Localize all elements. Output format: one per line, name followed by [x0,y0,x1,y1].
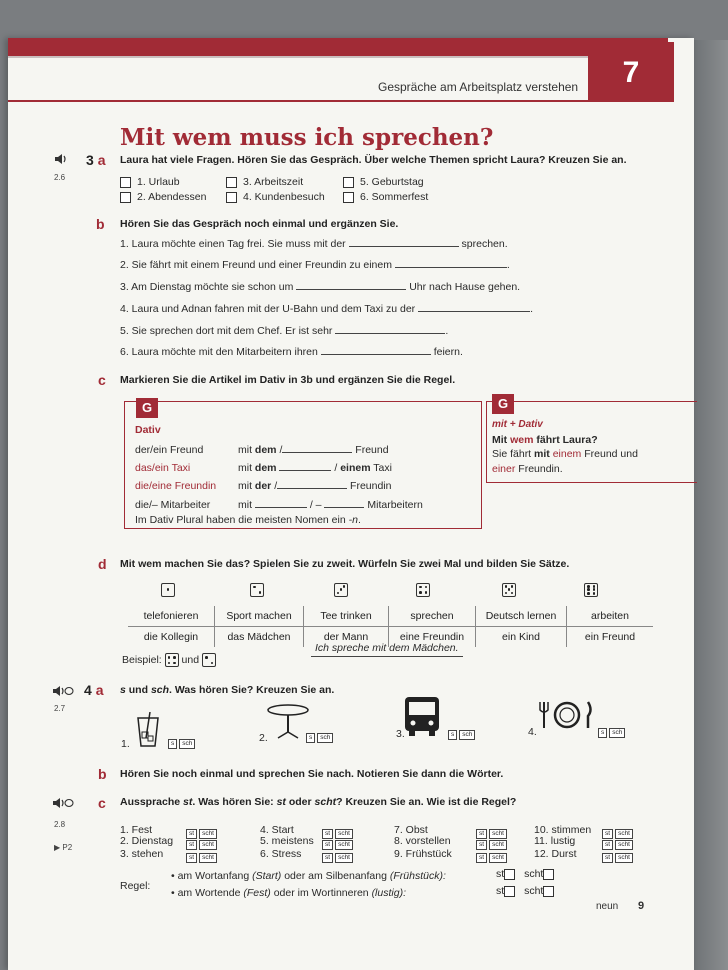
choice-st: st [496,868,505,880]
dativ-article: der/ein Freund [135,444,204,456]
checkbox[interactable] [343,192,354,203]
task-instruction [120,796,516,808]
sentence-text: . [445,325,449,337]
box-scht[interactable]: scht [335,840,353,850]
word-item: 12. Durst [534,848,577,860]
die-five-icon [502,581,516,599]
page-word: neun [596,901,619,912]
sentence-text: feiern. [433,346,463,358]
example-label [122,653,216,667]
note-ending: -n [348,514,358,526]
answer-boxes [304,729,333,747]
dativ-article: das/ein Taxi [135,462,191,474]
table-cell: eine Freundin [389,627,476,648]
picture-number: 3. [396,728,405,740]
audio-icon[interactable] [52,684,74,702]
audio-icon[interactable] [54,152,68,170]
mit-dativ-answer [492,448,638,460]
box-st[interactable]: st [186,840,197,850]
box-sch[interactable]: sch [609,728,625,738]
box-st[interactable]: st [186,829,197,839]
instruction-sound: sch [150,684,170,696]
task-instruction: Mit wem machen Sie das? Spielen Sie zu zweit. Würfeln Sie zwei Mal und bilden Sie Sätze. [120,558,570,570]
label-text: und [181,653,200,666]
die-one-icon [161,581,175,599]
task-letter: a [97,152,106,168]
rule-text: oder am Silbenanfang [284,870,387,882]
rule-label: Regel: [120,880,151,892]
table-cell: die Kollegin [128,627,215,648]
box-st[interactable]: st [322,840,333,850]
answer-text: Freund und [584,448,638,460]
rule-1: • am Wortanfang (Start) oder am Silbenanfang (Frühstück): [171,870,446,882]
box-s[interactable]: s [598,728,607,738]
header-band-shadow [8,56,668,58]
checkbox[interactable] [226,192,237,203]
gap-sentence-6 [120,346,463,358]
checkbox[interactable] [343,177,354,188]
plural-note [135,514,361,526]
play-icon: ▶ [54,843,61,852]
answer-blank[interactable] [255,507,307,508]
answer-bold: mit [534,448,550,460]
instruction-text: oder [288,796,312,808]
instruction-text: . Was hören Sie: [192,796,274,808]
task-instruction: Hören Sie noch einmal und sprechen Sie nach. Notieren Sie dann die Wörter. [120,768,504,780]
box-scht[interactable]: scht [199,840,217,850]
option-label: 3. Arbeitszeit [243,176,304,188]
option-sommerfest[interactable] [343,191,428,203]
picture-number: 2. [259,732,268,744]
answer-highlight: einem [552,448,582,460]
mit-word: mit [238,462,252,474]
task-letter: b [96,216,105,232]
rule-text: oder im Wortinneren [273,887,369,899]
die-four-icon [165,653,179,667]
slash: / [334,462,338,474]
option-label: 6. Sommerfest [360,191,429,203]
table-cell: Sport machen [215,606,304,627]
note-text: . [357,514,361,526]
answer-boxes [596,724,625,742]
answer-blank[interactable] [349,246,459,247]
noun: Mitarbeitern [367,499,423,511]
dativ-article-bold: dem [254,462,277,474]
task-letter: c [98,795,106,811]
sentence-text: Uhr nach Hause gehen. [409,281,521,293]
word-item: 9. Frühstück [394,848,452,860]
choice-st: st [496,885,505,897]
track-number: 2.6 [54,173,66,182]
header-band [8,38,668,56]
box-st[interactable]: st [602,840,613,850]
sentence-text: 3. Am Dienstag möchte sie schon um [120,281,294,293]
box-scht[interactable]: scht [199,829,217,839]
box-st[interactable]: st [322,829,333,839]
table-cell: ein Freund [584,631,636,643]
word-item: 8. vorstellen [394,835,451,847]
dice-table [128,606,653,647]
grammar-badge: G [492,394,514,414]
box-sch[interactable]: sch [459,730,475,740]
box-st[interactable]: st [186,853,197,863]
mit-dativ-answer-2 [492,463,563,475]
mit-word: mit [238,499,252,511]
mit-word: mit [238,444,252,456]
mit-dativ-title: mit + Dativ [492,419,543,430]
answer-boxes [184,849,217,867]
word-item: 1. Fest [120,824,153,836]
option-kundenbesuch[interactable] [226,191,325,203]
sentence-text: . [506,259,510,271]
rule-example: (Fest) [243,887,271,899]
question-text: fährt Laura? [536,434,598,446]
sentence-text: 2. Sie fährt mit einem Freund und einer Freundin zu einem [120,259,392,271]
task-number [86,152,105,168]
box-sch[interactable]: sch [317,733,333,743]
table-cell: Tee trinken [304,606,389,627]
die-two-icon [202,653,216,667]
word-item: 10. stimmen [534,824,592,836]
note-text: Im Dativ Plural haben die meisten Nomen ein [135,514,346,526]
checkbox[interactable] [120,192,131,203]
option-label: 4. Kundenbesuch [243,191,325,203]
gap-sentence-5 [120,325,448,337]
slash: / [274,480,278,492]
table-cell: sprechen [389,606,476,627]
answer-blank[interactable] [418,311,530,312]
sentence-text: 6. Laura möchte mit den Mitarbeitern ihren [120,346,318,358]
book-edge [694,40,728,970]
instruction-text: Aussprache [120,796,181,808]
box-st[interactable]: st [322,853,333,863]
grammar-badge: G [136,398,158,418]
dativ-article: die/eine Freundin [135,480,217,492]
word-item: 2. Dienstag [120,835,174,847]
answer-boxes [446,726,475,744]
track-number: 2.7 [54,704,66,713]
dativ-article-bold: der [254,480,272,492]
task-instruction: Laura hat viele Fragen. Hören Sie das Gespräch. Über welche Themen spricht Laura? Kreuzen Sie an. [120,154,627,166]
box-scht[interactable]: scht [335,853,353,863]
answer-boxes [600,849,633,867]
checkbox[interactable] [543,869,554,880]
table-cell: das Mädchen [215,627,304,648]
option-abendessen[interactable] [120,191,206,203]
task-instruction [120,684,334,696]
box-s[interactable]: s [448,730,457,740]
box-st[interactable]: st [602,829,613,839]
checkbox[interactable] [504,869,515,880]
page-number: 9 [638,900,645,912]
instruction-text: . Was hören Sie? Kreuzen Sie an. [169,684,335,696]
instruction-text: ? Kreuzen Sie an. Wie ist die Regel? [336,796,517,808]
noun: Taxi [373,462,392,474]
task-number-digit: 3 [86,152,94,168]
p-label-text: P2 [62,843,73,852]
die-four-icon [416,581,430,599]
activity-row [128,606,653,627]
dativ-article-bold: dem [254,444,277,456]
picture-number: 1. [121,738,130,750]
answer-blank[interactable] [277,488,347,489]
task-letter: b [98,766,107,782]
answer-boxes [166,735,195,753]
mit-dativ-question [492,434,598,446]
workbook-page [8,38,694,970]
table-cell: der Mann [304,627,389,648]
gap-sentence-2 [120,259,510,271]
task-letter: a [95,682,104,698]
answer-blank[interactable] [324,507,364,508]
box-sch[interactable]: sch [179,739,195,749]
slash: / – [309,499,322,511]
checkbox[interactable] [226,177,237,188]
answer-blank[interactable] [279,470,331,471]
instruction-sound: scht [314,796,337,808]
question-word: wem [510,434,534,446]
dativ-form [238,462,392,474]
track-number: 2.8 [54,820,66,829]
label-text: Beispiel: [122,653,162,666]
box-s[interactable]: s [168,739,177,749]
table-cell: telefonieren [128,606,215,627]
table-cell: Deutsch lernen [476,606,567,627]
checkbox[interactable] [543,886,554,897]
box-scht[interactable]: scht [615,853,633,863]
task-letter: c [98,372,106,388]
rule-2-choices [496,885,560,897]
section-title: Gespräche am Arbeitsplatz verstehen [378,80,579,94]
answer-highlight: einer [492,463,516,475]
question-text: Mit [492,434,508,446]
answer-boxes [474,849,507,867]
box-scht[interactable]: scht [489,853,507,863]
sentence-text: . [530,303,534,315]
rule-text: am Wortanfang [177,870,250,882]
checkbox[interactable] [120,177,131,188]
instruction-sound: s [120,684,126,696]
choice-scht: scht [524,868,544,880]
picture-number: 4. [528,726,537,738]
gap-sentence-3 [120,281,520,293]
option-label: 1. Urlaub [137,176,180,188]
task-instruction: Markieren Sie die Artikel im Dativ in 3b und ergänzen Sie die Regel. [120,374,456,386]
noun: Freund [355,444,389,456]
noun: Freundin [350,480,392,492]
sentence-text: 1. Laura möchte einen Tag frei. Sie muss mit der [120,238,346,250]
answer-blank[interactable] [395,267,507,268]
example-speech-bubble: Ich spreche mit dem Mädchen. [311,642,463,657]
dativ-form [238,444,389,456]
word-item: 4. Start [260,824,294,836]
rule-text: am Wortende [177,887,241,899]
answer-blank[interactable] [321,354,431,355]
die-three-icon [334,581,348,599]
box-scht[interactable]: scht [199,853,217,863]
box-st[interactable]: st [476,853,487,863]
checkbox[interactable] [504,886,515,897]
option-arbeitszeit[interactable] [226,176,303,188]
box-scht[interactable]: scht [489,829,507,839]
rule-1-choices [496,868,560,880]
sentence-text: 4. Laura und Adnan fahren mit der U-Bahn und dem Taxi zu der [120,303,416,315]
dativ-article-bold: einem [340,462,371,474]
instruction-sound: st [183,796,193,808]
glass-icon [132,712,164,753]
answer-blank[interactable] [296,289,406,290]
p-label [54,843,72,852]
answer-text: Sie fährt [492,448,532,460]
rule-example: (Start) [252,870,282,882]
box-st[interactable]: st [476,829,487,839]
gap-sentence-4 [120,303,533,315]
sentence-text: 5. Sie sprechen dort mit dem Chef. Er ist sehr [120,325,333,337]
rule-2: • am Wortende (Fest) oder im Wortinneren (lustig): [171,887,406,899]
dativ-form [238,499,423,511]
answer-blank[interactable] [282,452,352,453]
word-item: 7. Obst [394,824,428,836]
option-label: 5. Geburtstag [360,176,424,188]
table-cell: ein Kind [476,627,567,648]
rule-example: (Frühstück): [389,870,446,882]
word-item: 6. Stress [260,848,302,860]
choice-scht: scht [524,885,544,897]
box-scht[interactable]: scht [615,829,633,839]
task-number-digit: 4 [84,682,92,698]
dativ-form [238,480,391,492]
instruction-sound: st [276,796,286,808]
die-two-icon [250,581,264,599]
box-s[interactable]: s [306,733,315,743]
mit-word: mit [238,480,252,492]
word-item: 3. stehen [120,848,164,860]
task-instruction: Hören Sie das Gespräch noch einmal und ergänzen Sie. [120,218,399,230]
header-rule [8,100,588,102]
answer-text: Freundin. [518,463,563,475]
option-geburtstag[interactable] [343,176,424,188]
option-urlaub[interactable] [120,176,180,188]
chapter-number-badge: 7 [588,42,674,102]
page-title: Mit wem muss ich sprechen? [120,124,494,151]
word-item: 5. meistens [260,835,314,847]
die-six-icon [584,581,598,599]
answer-blank[interactable] [335,333,445,334]
word-item: 11. lustig [534,835,576,847]
box-scht[interactable]: scht [615,840,633,850]
box-scht[interactable]: scht [335,829,353,839]
answer-boxes [320,849,353,867]
bus-icon [402,695,442,742]
gap-sentence-1 [120,238,508,250]
option-label: 2. Abendessen [137,191,207,203]
instruction-text: und [128,684,149,696]
sentence-text: sprechen. [461,238,508,250]
rule-example: (lustig): [371,887,406,899]
plate-cutlery-icon [538,700,598,735]
task-letter: d [98,556,107,572]
box-st[interactable]: st [602,853,613,863]
dativ-title: Dativ [135,424,161,436]
table-cell: arbeiten [567,606,654,627]
slash: / [279,444,283,456]
box-st[interactable]: st [476,840,487,850]
dativ-article: die/– Mitarbeiter [135,499,211,511]
box-scht[interactable]: scht [489,840,507,850]
audio-icon[interactable] [52,796,74,814]
